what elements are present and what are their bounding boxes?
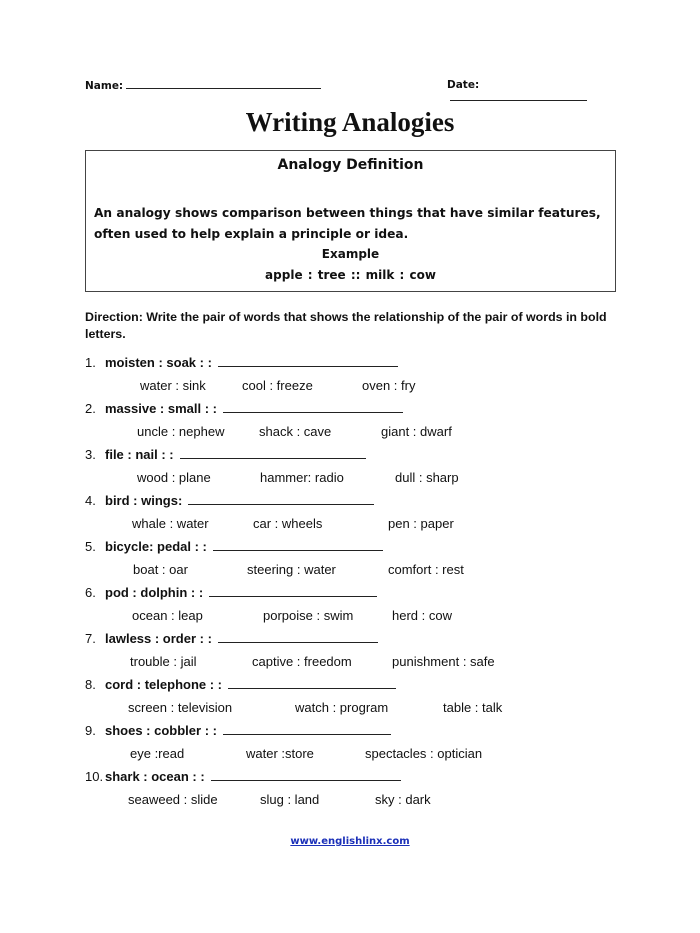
answer-option[interactable]: captive : freedom (252, 654, 352, 669)
question-line (85, 493, 374, 511)
question-number: 8. (85, 677, 96, 692)
question-item (85, 401, 625, 447)
question-number: 4. (85, 493, 96, 508)
question-prompt: cord : telephone : : (105, 677, 222, 692)
definition-box (85, 150, 616, 292)
answer-option[interactable]: eye :read (130, 746, 185, 761)
answer-blank-line[interactable] (223, 401, 403, 413)
date-field[interactable] (447, 79, 617, 104)
header-row (85, 79, 617, 95)
definition-text: An analogy shows comparison between things that have similar features, often used to help explain a principle or idea. (94, 206, 601, 241)
question-item (85, 585, 625, 631)
answer-blank-line[interactable] (180, 447, 366, 459)
question-item (85, 355, 625, 401)
answer-blank-line[interactable] (209, 585, 377, 597)
answer-option[interactable]: slug : land (260, 792, 320, 807)
question-prompt: lawless : order : : (105, 631, 212, 646)
answer-option[interactable]: whale : water (132, 516, 209, 531)
answer-option[interactable]: car : wheels (253, 516, 323, 531)
answer-option[interactable]: trouble : jail (130, 654, 197, 669)
question-line (85, 585, 377, 603)
question-prompt: moisten : soak : : (105, 355, 212, 370)
question-prompt: shoes : cobbler : : (105, 723, 217, 738)
answer-option[interactable]: seaweed : slide (128, 792, 218, 807)
question-line (85, 723, 391, 741)
question-item (85, 723, 625, 769)
question-prompt: file : nail : : (105, 447, 174, 462)
answer-option[interactable]: dull : sharp (395, 470, 459, 485)
question-item (85, 769, 625, 815)
question-list (85, 355, 625, 815)
question-number: 2. (85, 401, 96, 416)
answer-option[interactable]: giant : dwarf (381, 424, 452, 439)
question-prompt: shark : ocean : : (105, 769, 205, 784)
answer-option[interactable]: porpoise : swim (263, 608, 354, 623)
name-field[interactable] (85, 79, 321, 92)
page-title: Writing Analogies (245, 107, 455, 137)
question-line (85, 539, 383, 557)
question-line (85, 447, 366, 465)
example-analogy: apple : tree :: milk : cow (265, 268, 436, 282)
date-label: Date: (447, 79, 480, 91)
date-blank-line[interactable] (450, 91, 587, 101)
question-line (85, 355, 398, 373)
question-number: 7. (85, 631, 96, 646)
example-label: Example (321, 247, 380, 261)
answer-option[interactable]: steering : water (247, 562, 336, 577)
answer-option[interactable]: sky : dark (375, 792, 431, 807)
footer-link[interactable]: www.englishlinx.com (290, 836, 410, 847)
question-item (85, 631, 625, 677)
question-item (85, 539, 625, 585)
answer-option[interactable]: water : sink (140, 378, 206, 393)
answer-blank-line[interactable] (211, 769, 401, 781)
question-line (85, 769, 401, 787)
answer-blank-line[interactable] (188, 493, 374, 505)
answer-option[interactable]: punishment : safe (392, 654, 495, 669)
question-item (85, 493, 625, 539)
answer-option[interactable]: herd : cow (392, 608, 452, 623)
answer-option[interactable]: comfort : rest (388, 562, 464, 577)
answer-blank-line[interactable] (228, 677, 396, 689)
answer-blank-line[interactable] (213, 539, 383, 551)
answer-option[interactable]: wood : plane (137, 470, 211, 485)
question-number: 3. (85, 447, 96, 462)
answer-option[interactable]: boat : oar (133, 562, 188, 577)
name-blank-line[interactable] (126, 79, 321, 89)
answer-option[interactable]: water :store (246, 746, 314, 761)
question-prompt: bicycle: pedal : : (105, 539, 207, 554)
directions-text: Direction: Write the pair of words that shows the relationship of the pair of words in bold letters. (85, 310, 607, 341)
question-prompt: pod : dolphin : : (105, 585, 204, 600)
name-label: Name: (85, 80, 124, 92)
answer-option[interactable]: screen : television (128, 700, 233, 715)
answer-option[interactable]: uncle : nephew (137, 424, 225, 439)
answer-blank-line[interactable] (223, 723, 391, 735)
question-number: 6. (85, 585, 96, 600)
answer-option[interactable]: oven : fry (362, 378, 416, 393)
answer-option[interactable]: spectacles : optician (365, 746, 483, 761)
answer-option[interactable]: hammer: radio (260, 470, 344, 485)
answer-option[interactable]: cool : freeze (242, 378, 313, 393)
answer-option[interactable]: watch : program (295, 700, 389, 715)
question-number: 1. (85, 355, 96, 370)
question-number: 9. (85, 723, 96, 738)
question-prompt: bird : wings: (105, 493, 183, 508)
answer-option[interactable]: ocean : leap (132, 608, 203, 623)
question-line (85, 401, 403, 419)
answer-option[interactable]: pen : paper (388, 516, 454, 531)
answer-option[interactable]: table : talk (443, 700, 503, 715)
question-number: 5. (85, 539, 96, 554)
answer-blank-line[interactable] (218, 355, 398, 367)
question-item (85, 447, 625, 493)
question-number: 10. (85, 769, 104, 784)
question-line (85, 631, 378, 649)
question-item (85, 677, 625, 723)
question-prompt: massive : small : : (105, 401, 217, 416)
definition-heading: Analogy Definition (277, 157, 424, 173)
answer-blank-line[interactable] (218, 631, 378, 643)
question-line (85, 677, 396, 695)
answer-option[interactable]: shack : cave (259, 424, 332, 439)
